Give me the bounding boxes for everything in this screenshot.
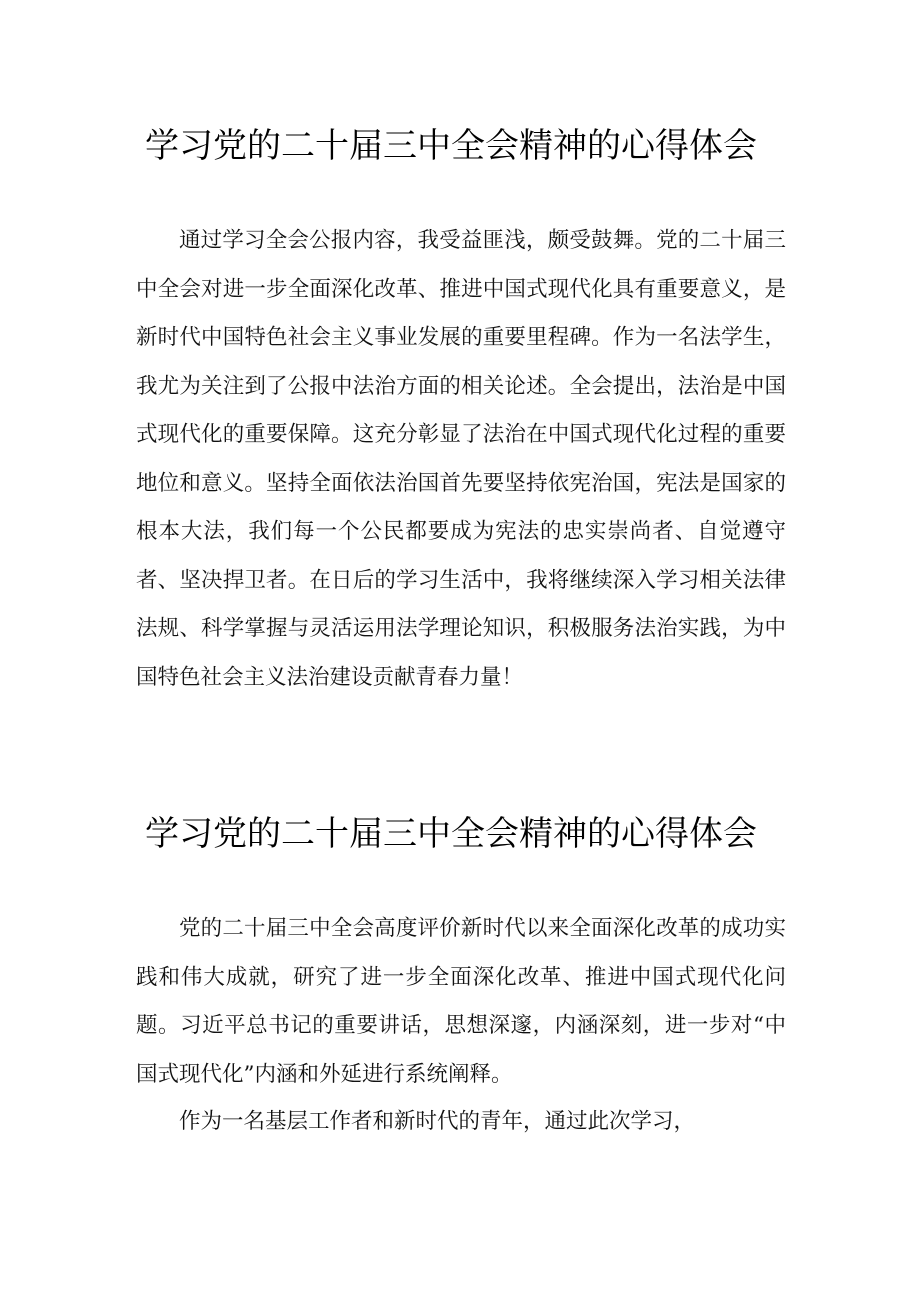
section-2-paragraph-2: 作为一名基层工作者和新时代的青年，通过此次学习， — [179, 1109, 696, 1134]
section-1-paragraph-1: 通过学习全会公报内容，我受益匪浅，颇受鼓舞。党的二十届三中全会对进一步全面深化改革、推进中国式现代化具有重要意义，是新时代中国特色社会主义事业发展的重要里程碑。作为一名法学生，我尤为关注到了公报中法治方面的相关论述。全会提出，法治是中国式现代化的重要保障。这充分彰显了法治在中国式现代化过程的重要地位和意义。坚持全面依法治国首先要坚持依宪治国，宪法是国家的根本大法，我们每一个公民都要成为宪法的忠实崇尚者、自觉遵守者、坚决捍卫者。在日后的学习生活中，我将继续深入学习相关法律法规、科学掌握与灵活运用法学理论知识，积极服务法治实践，为中国特色社会主义法治建设贡献青春力量！ — [136, 228, 786, 690]
section-2-title: 学习党的二十届三中全会精神的心得体会 — [145, 814, 757, 854]
section-2-paragraph-1: 党的二十届三中全会高度评价新时代以来全面深化改革的成功实践和伟大成就，研究了进一步全面深化改革、推进中国式现代化问题。习近平总书记的重要讲话，思想深邃，内涵深刻，进一步对“中国式现代化”内涵和外延进行系统阐释。 — [136, 916, 786, 1087]
section-1-title: 学习党的二十届三中全会精神的心得体会 — [145, 126, 757, 166]
